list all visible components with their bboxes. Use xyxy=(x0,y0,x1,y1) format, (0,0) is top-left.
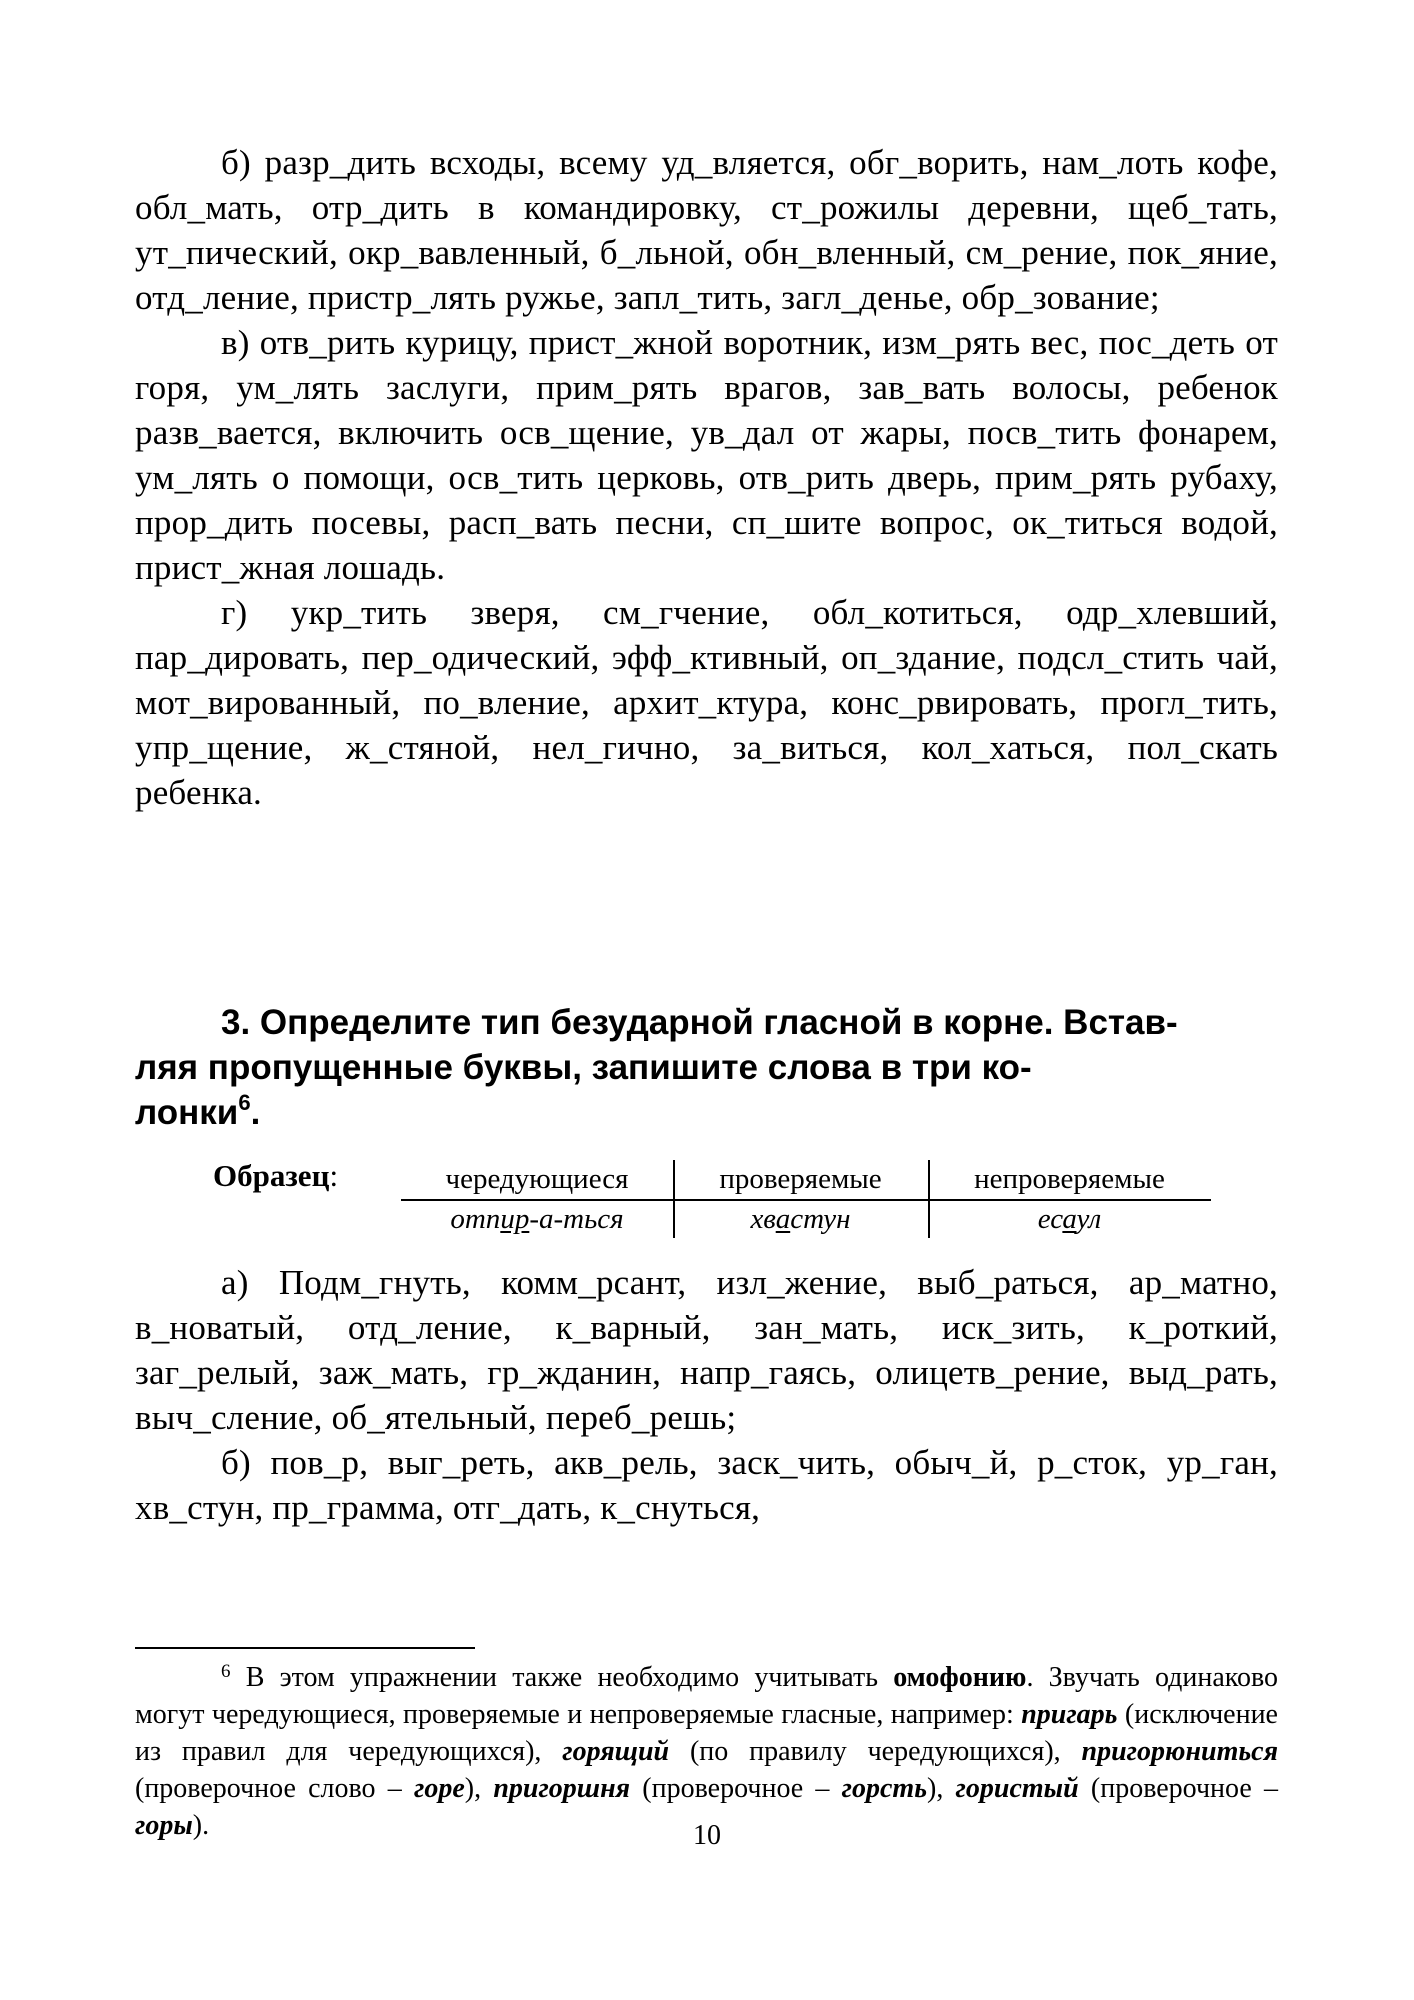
task-3-heading xyxy=(135,1000,1278,1135)
example-uncheckable: есаул xyxy=(1037,1203,1102,1235)
column-header-checkable: проверяемые xyxy=(719,1163,882,1195)
paragraph-v: в) отв_рить курицу, прист_жной воротник, изм_рять вес, пос_деть от горя, ум_лять заслуги, прим_рять врагов, зав_вать волосы, ребенок разв_вается, включить осв_щение, ув_дал от жары, посв_тить фонарем, ум_лять о помощи, осв_тить церковь, отв_рить дверь, прим_рять рубаху, прор_дить посевы, расп_вать песни, сп_шите вопрос, ок_титься водой, прист_жная лошадь. xyxy=(135,323,1278,587)
paragraph-g: г) укр_тить зверя, см_гчение, обл_котиться, одр_хлевший, пар_дировать, пер_одический, эфф_ктивный, оп_здание, подсл_стить чай, мот_вированный, по_вление, архит_ктура, конс_рвировать, прогл_тить, упр_щение, ж_стяной, нел_гично, за_виться, кол_хаться, пол_скать ребенка. xyxy=(135,593,1278,812)
task-heading-line-2: ляя пропущенные буквы, запишите слова в три ко- xyxy=(135,1048,1032,1087)
footnote-6: $^6$ В этом упражнении также необходимо учитывать омофонию. Звучать одинаково могут чередующиеся, проверяемые и непроверяемые гласные, например: пригарь (исключение из правил для чередующихся), горящий (по правилу чередующихся), пригорюниться (проверочное слово – горе), пригоршня (проверочное – горсть), гористый (проверочное – горы). xyxy=(135,1661,1279,1841)
page-number: 10 xyxy=(693,1820,721,1851)
exercise-2-continued xyxy=(135,140,1278,815)
example-alternating: отпир-а-ться xyxy=(450,1203,624,1235)
column-header-uncheckable: непроверяемые xyxy=(974,1163,1165,1195)
paragraph-a: а) Подм_гнуть, комм_рсант, изл_жение, выб_раться, ар_матно, в_новатый, отд_ление, к_варный, зан_мать, иск_зить, к_роткий, заг_релый, заж_мать, гр_жданин, напр_гаясь, олицетв_рение, выд_рать, выч_сление, об_ятельный, переб_решь; xyxy=(135,1263,1278,1437)
sample-label: Образец: xyxy=(213,1158,339,1193)
sample-block xyxy=(213,1158,1213,1238)
paragraph-b-2: б) пов_р, выг_реть, акв_рель, заск_чить, обыч_й, р_сток, ур_ган, хв_стун, пр_грамма, отг_дать, к_снуться, xyxy=(135,1443,1278,1527)
example-checkable: хвастун xyxy=(750,1203,851,1235)
paragraph-b: б) разр_дить всходы, всему уд_вляется, обг_ворить, нам_лоть кофе, обл_мать, отр_дить в командировку, ст_рожилы деревни, щеб_тать, ут_пический, окр_вавленный, б_льной, обн_вленный, см_рение, пок_яние, отд_ление, пристр_лять ружье, запл_тить, загл_денье, обр_зование; xyxy=(135,143,1278,317)
footnote-reference: 6 xyxy=(238,1090,251,1115)
task-heading-line-3: лонки$^6$. xyxy=(135,1090,261,1132)
task-heading-line-1: 3. Определите тип безударной гласной в корне. Встав- xyxy=(221,1003,1178,1042)
exercise-3-words xyxy=(135,1260,1278,1530)
footnote-separator xyxy=(135,1647,475,1649)
column-header-alternating: чередующиеся xyxy=(445,1163,629,1195)
footnote-number: 6 xyxy=(221,1661,231,1682)
